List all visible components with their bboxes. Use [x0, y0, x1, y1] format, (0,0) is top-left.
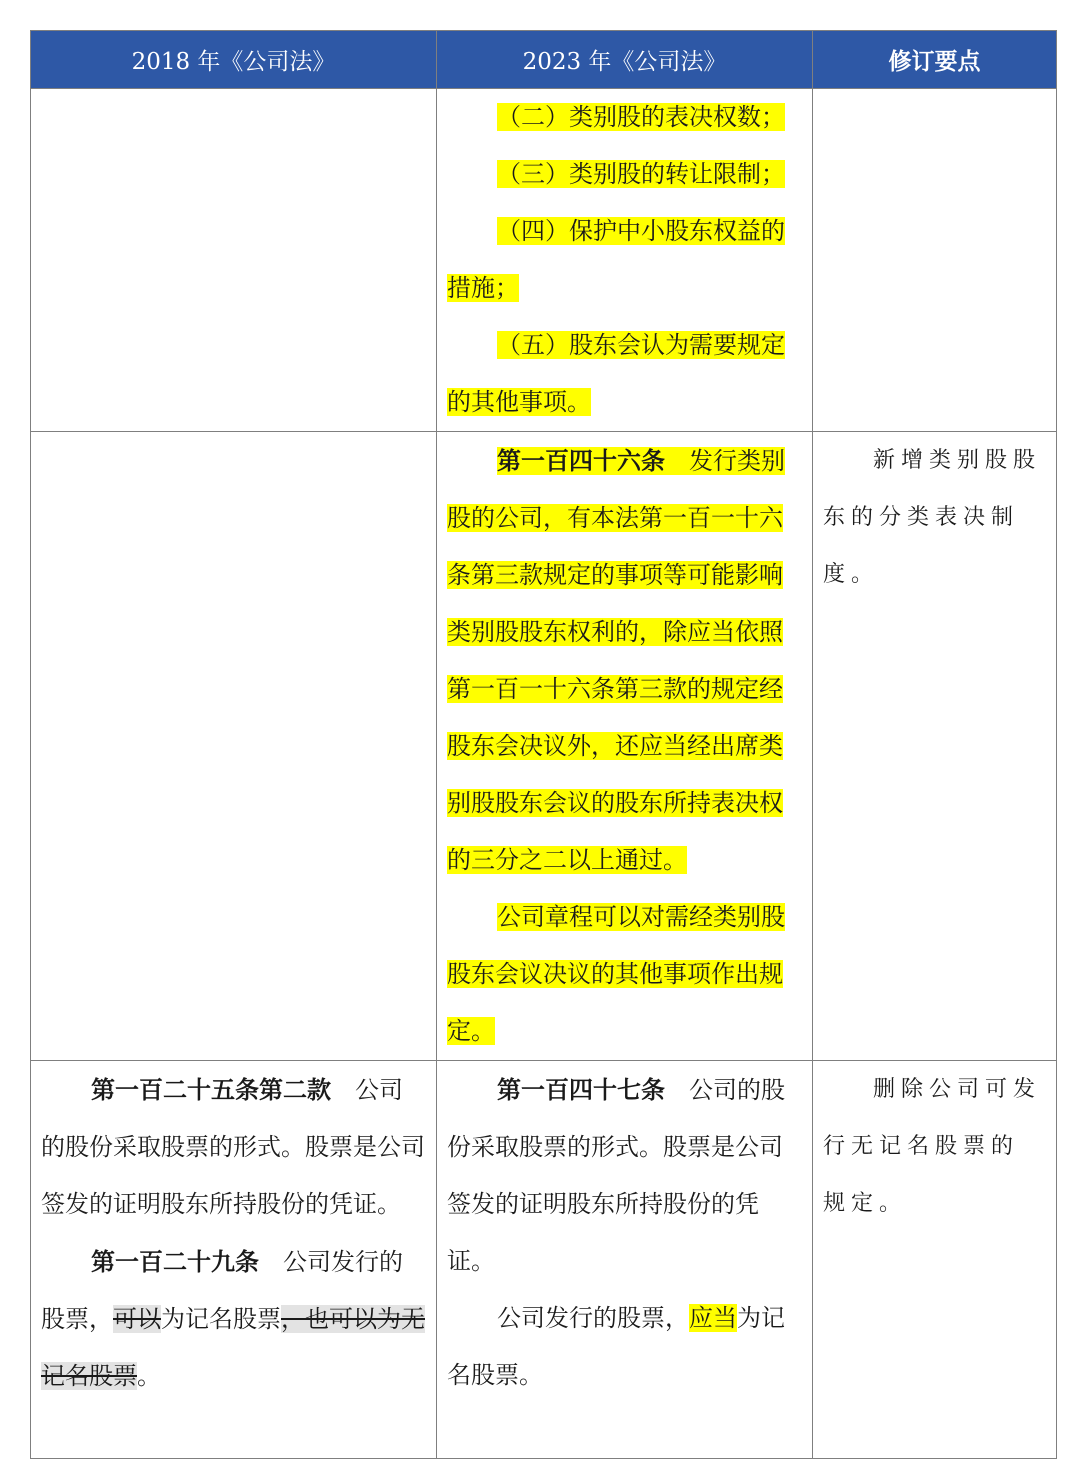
revision-note: 新增类别股股东的分类表决制度。 — [823, 448, 1042, 587]
new-item-4: （四）保护中小股东权益的措施； — [447, 217, 785, 302]
table-row — [31, 89, 1057, 432]
revision-note: 删除公司可发行无记名股票的规定。 — [823, 1077, 1042, 1216]
article-number: 第一百四十七条 — [497, 1075, 665, 1104]
header-2023-law: 2023 年《公司法》 — [437, 31, 813, 89]
article-paragraph: 公司章程可以对需经类别股股东会议决议的其他事项作出规定。 — [447, 903, 785, 1045]
new-law-cell — [437, 432, 813, 1061]
header-revision-points: 修订要点 — [813, 31, 1057, 89]
old-law-cell — [31, 89, 437, 432]
article-text: 公司的股份采取股票的形式。股票是公司签发的证明股东所持股份的凭证。 — [41, 1076, 425, 1218]
article-number: 第一百二十九条 — [91, 1247, 259, 1276]
note-cell — [813, 432, 1057, 1061]
deleted-text: ，也可以为无记名股票 — [41, 1305, 425, 1390]
note-cell — [813, 1061, 1057, 1459]
header-2018-law: 2018 年《公司法》 — [31, 31, 437, 89]
law-comparison-table — [30, 30, 1057, 1459]
new-item-3: （三）类别股的转让限制； — [497, 160, 785, 188]
article-number: 第一百四十六条 — [497, 446, 665, 475]
added-text: 应当 — [689, 1304, 737, 1332]
article-number: 第一百二十五条第二款 — [91, 1075, 331, 1104]
article-text: 发行类别股的公司，有本法第一百一十六条第三款规定的事项等可能影响类别股股东权利的，除应当依照第一百一十六条第三款的规定经股东会决议外，还应当经出席类别股股东会议的股东所持表决权的三分之二以上通过。 — [447, 447, 785, 874]
old-law-cell — [31, 432, 437, 1061]
new-item-5: （五）股东会认为需要规定的其他事项。 — [447, 331, 785, 416]
new-law-cell — [437, 89, 813, 432]
table-row — [31, 1061, 1057, 1459]
new-item-2: （二）类别股的表决权数； — [497, 103, 785, 131]
table-row — [31, 432, 1057, 1061]
old-law-cell: 第一百二十五条第二款 公司的股份采取股票的形式。股票是公司签发的证明股东所持股份的凭证。 第一百二十九条 公司发行的股票，可以为记名股票，也可以为无记名股票。 — [31, 1061, 437, 1459]
deleted-text: 可以 — [113, 1305, 161, 1333]
header-row — [31, 31, 1057, 89]
new-law-cell: 第一百四十七条 公司的股份采取股票的形式。股票是公司签发的证明股东所持股份的凭证。 公司发行的股票，应当为记名股票。 — [437, 1061, 813, 1459]
note-cell — [813, 89, 1057, 432]
article-text: 公司的股份采取股票的形式。股票是公司签发的证明股东所持股份的凭证。 — [447, 1076, 785, 1275]
